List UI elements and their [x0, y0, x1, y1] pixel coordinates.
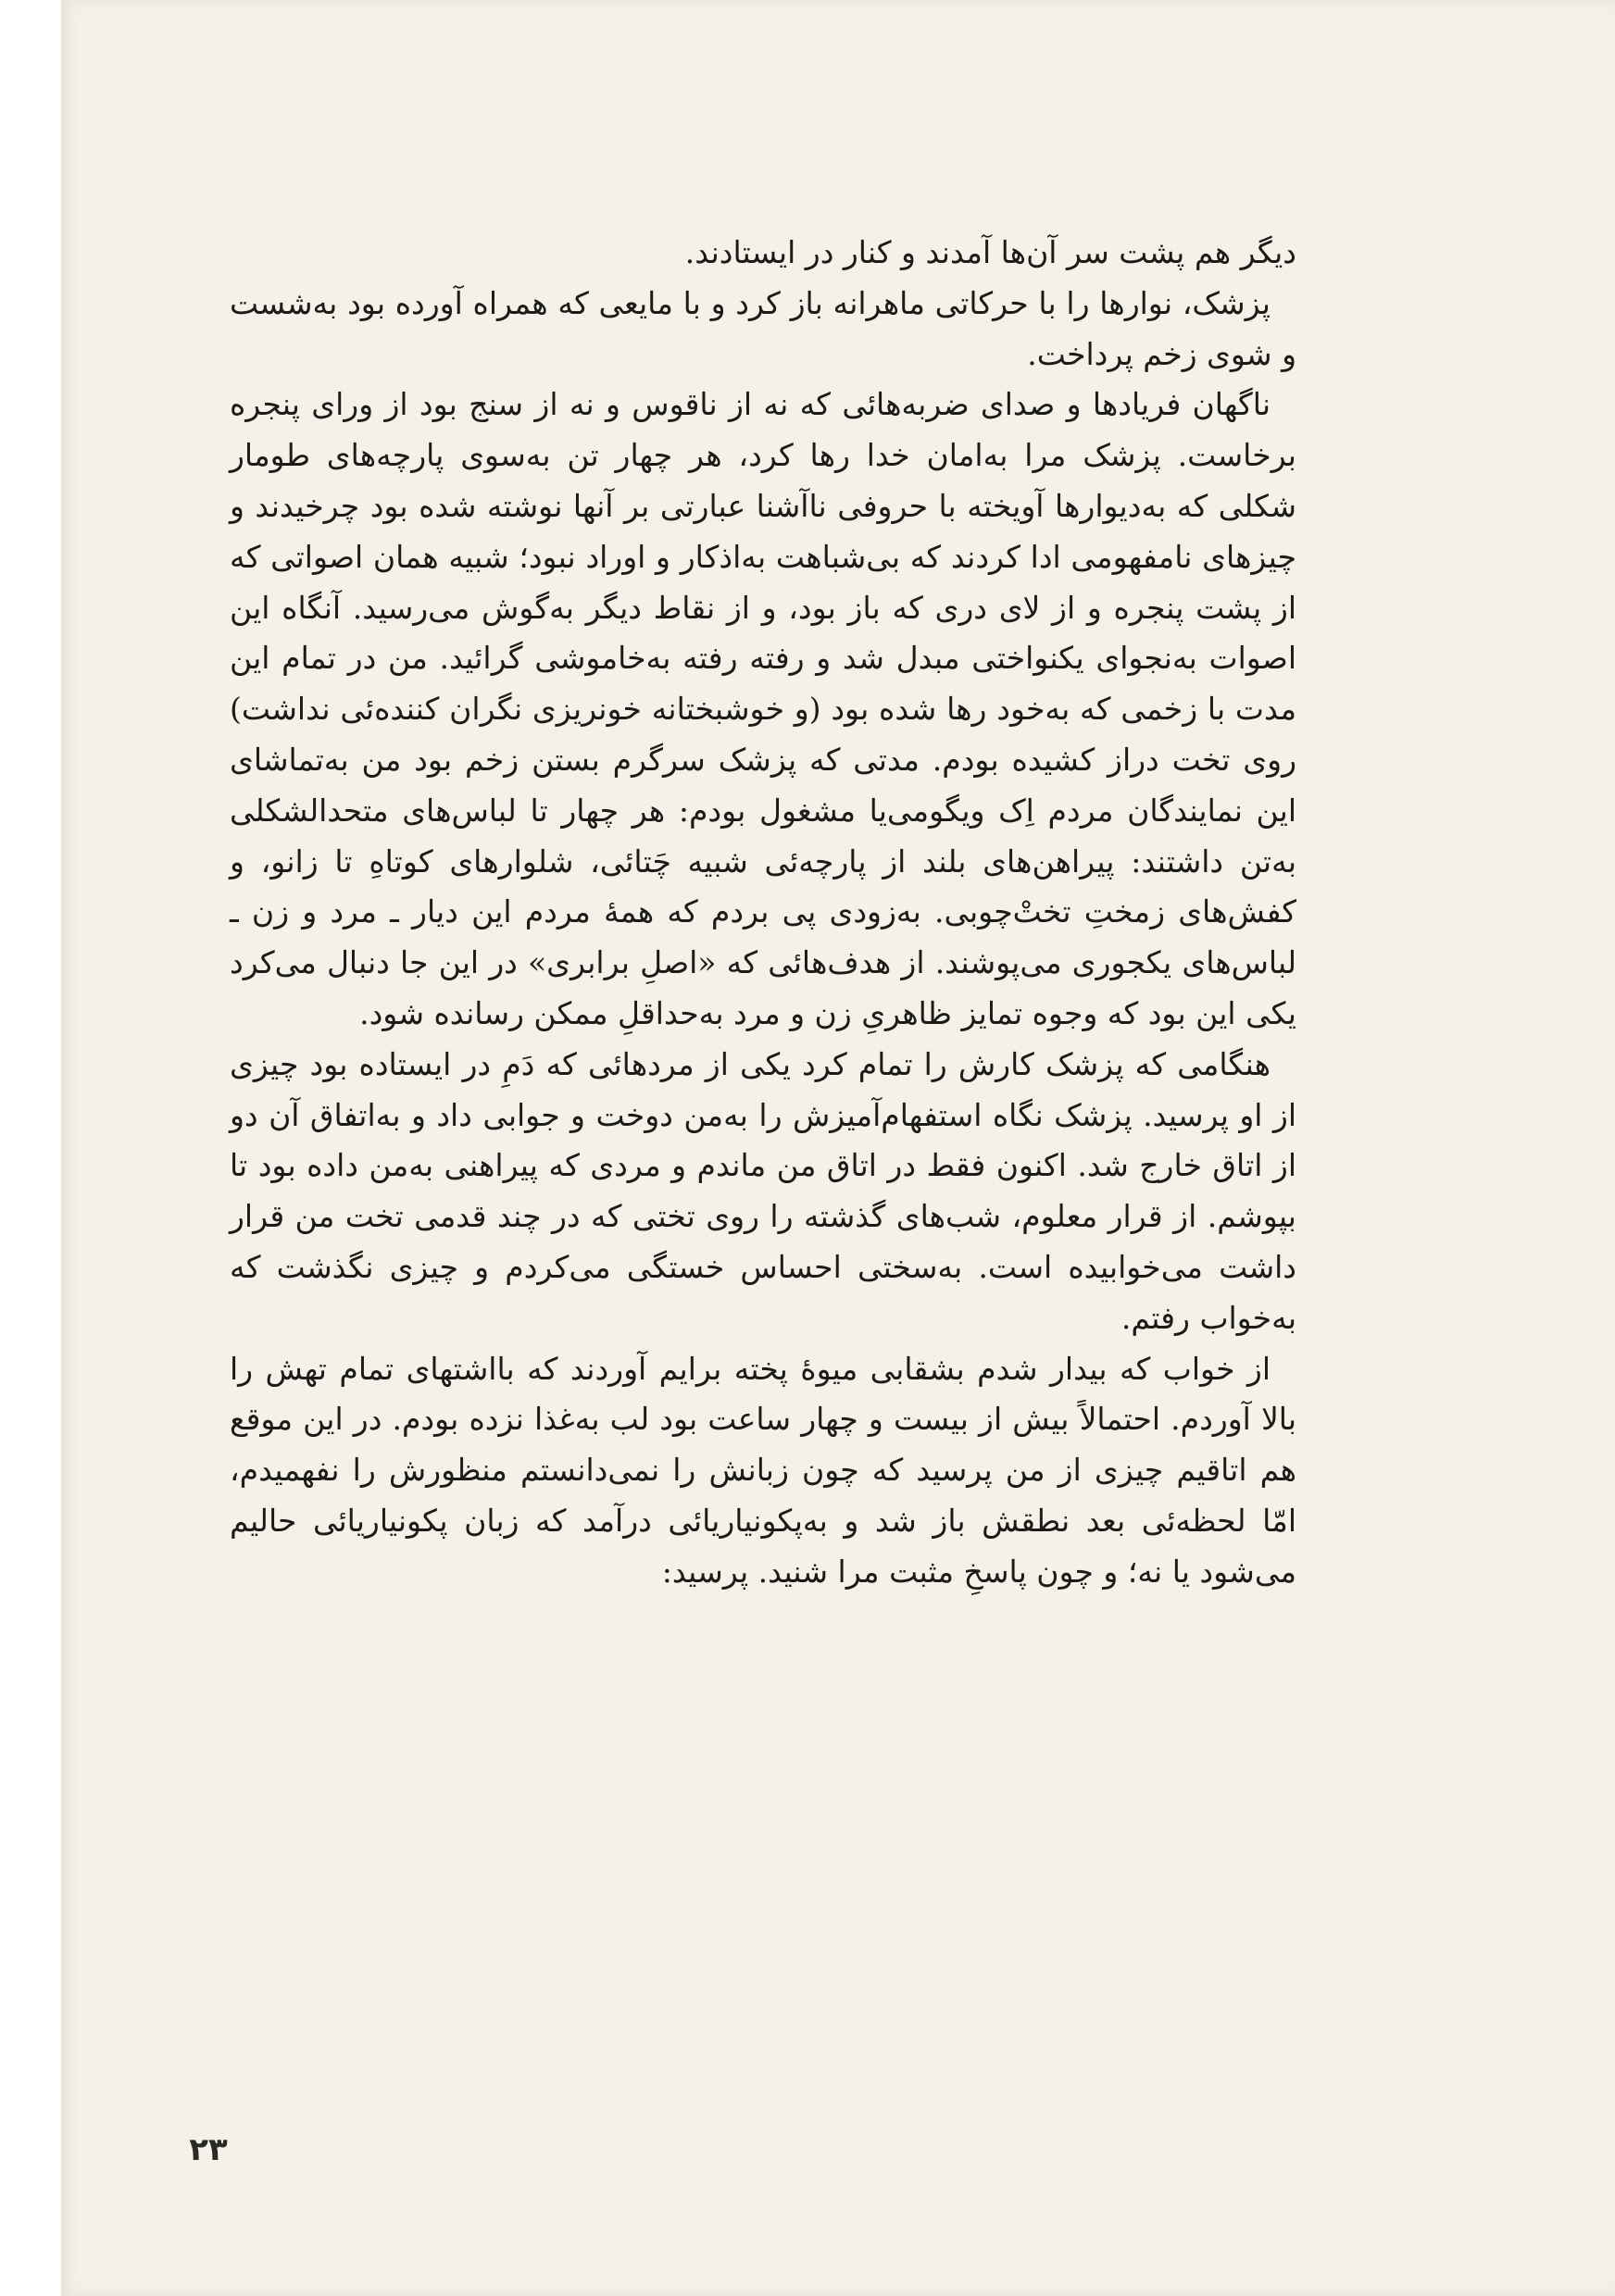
paragraph-3: ناگهان فریادها و صدای ضربه‌هائی که نه از ناقوس و نه از سنج بود از ورای پنجره برخاست. پزشک مرا به‌امان خدا رها کرد، هر چهار تن به‌سوی پارچه‌های طومار شکلی که به‌دیوارها آویخته با حروفی ناآشنا عبارتی بر آنها نوشته شده بود چرخیدند و چیزهای نامفهومی ادا کردند که بی‌شباهت به‌اذکار و اوراد نبود؛ شبیه همان اصواتی که از پشت پنجره و از لای دری که باز بود، و از نقاط دیگر به‌گوش می‌رسید. آنگاه این اصوات به‌نجوای یکنواختی مبدل شد و رفته رفته به‌خاموشی گرائید. من در تمام این مدت با زخمی که به‌خود رها شده بود (و خوشبختانه خونریزی نگران کننده‌ئی نداشت) روی تخت دراز کشیده بودم. مدتی که پزشک سرگرم بستن زخم بود من به‌تماشای این نمایندگان مردم اِک ویگومی‌یا مشغول بودم: هر چهار تا لباس‌های متحدالشکلی به‌تن داشتند: پیراهن‌های بلند از پارچه‌ئی شبیه چَتائی، شلوارهای کوتاهِ تا زانو، و کفش‌های زمختِ تختْ‌چوبی. به‌زودی پی بردم که همهٔ مردم این دیار ـ مرد و زن ـ لباس‌های یکجوری می‌پوشند. از هدف‌هائی که «اصلِ برابری» در این جا دنبال می‌کرد یکی این بود که وجوه تمایز ظاهریِ زن و مرد به‌حداقلِ ممکن رسانده شود. — [230, 386, 1296, 1031]
paragraph-5: از خواب که بیدار شدم بشقابی میوهٔ پخته برایم آوردند که بااشتهای تمام تهش را بالا آوردم. احتمالاً بیش از بیست و چهار ساعت بود لب به‌غذا نزده بودم. در این موقع هم اتاقیم چیزی از من پرسید که چون زبانش را نمی‌دانستم منظورش را نفهمیدم، امّا لحظه‌ئی بعد نطقش باز شد و به‌پکونیاریائی درآمد که زبان پکونیاریائی حالیم می‌شود یا نه؛ و چون پاسخِ مثبت مرا شنید. پرسید: — [230, 1350, 1296, 1590]
page-number: ۲۳ — [189, 2131, 228, 2168]
paragraph-1: دیگر هم پشت سر آن‌ها آمدند و کنار در ایستادند. — [684, 234, 1296, 270]
paragraph-4: هنگامی که پزشک کارش را تمام کرد یکی از مردهائی که دَمِ در ایستاده بود چیزی از او پرسید. پزشک نگاه استفهام‌آمیزش را به‌من دوخت و جوابی داد و به‌اتفاق آن دو از اتاق خارج شد. اکنون فقط در اتاق من ماندم و مردی که پیراهنی به‌من داده بود تا بپوشم. از قرار معلوم، شب‌های گذشته را روی تختی که در چند قدمی تخت من قرار داشت می‌خوابیده است. به‌سختی احساس خستگی می‌کردم و چیزی نگذشت که به‌خواب رفتم. — [230, 1045, 1296, 1336]
page-text — [230, 228, 1296, 1598]
paragraph-2: پزشک، نوارها را با حرکاتی ماهرانه باز کرد و با مایعی که همراه آورده بود به‌شست و شوی زخم پرداخت. — [230, 284, 1296, 372]
